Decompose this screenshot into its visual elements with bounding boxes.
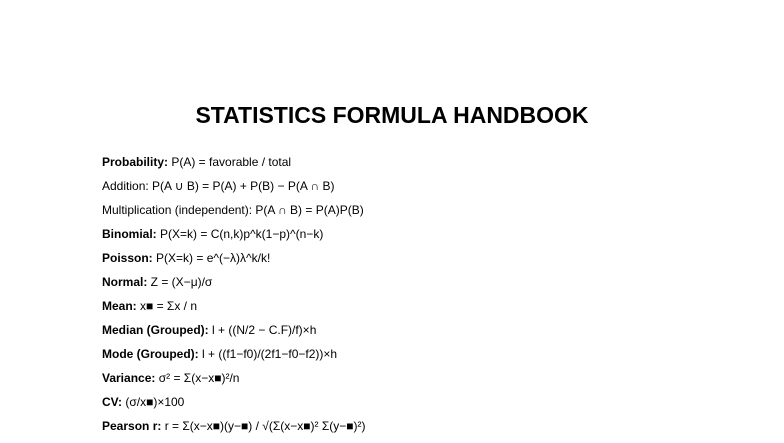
formula-median-grouped (102, 323, 366, 347)
formula-variance (102, 371, 366, 395)
formula-probability (102, 155, 366, 179)
formula-addition (102, 179, 366, 203)
formula-text: Addition: P(A ∪ B) = P(A) + P(B) − P(A ∩ B) (102, 179, 335, 193)
formula-mean (102, 299, 366, 323)
formula-label: Normal: (102, 275, 148, 289)
formula-binomial (102, 227, 366, 251)
formula-mode-grouped (102, 347, 366, 371)
formula-text: P(X=k) = C(n,k)p^k(1−p)^(n−k) (156, 227, 324, 241)
formula-text: r = Σ(x−x■)(y−■) / √(Σ(x−x■)² Σ(y−■)²) (161, 419, 366, 433)
formula-label: Median (Grouped): (102, 323, 209, 337)
formula-text: P(A) = favorable / total (168, 155, 292, 169)
formula-label: Mode (Grouped): (102, 347, 199, 361)
formula-normal (102, 275, 366, 299)
formula-label: Poisson: (102, 251, 153, 265)
formula-list (102, 155, 366, 443)
formula-label: Probability: (102, 155, 169, 169)
formula-text: l + ((f1−f0)/(2f1−f0−f2))×h (198, 347, 338, 361)
formula-label: Binomial: (102, 227, 157, 241)
formula-text: Z = (X−μ)/σ (147, 275, 213, 289)
formula-text: x■ = Σx / n (136, 299, 198, 313)
formula-text: Multiplication (independent): P(A ∩ B) = P(A)P(B) (102, 203, 364, 217)
formula-multiplication (102, 203, 366, 227)
page-title: STATISTICS FORMULA HANDBOOK (195, 102, 589, 128)
formula-label: Pearson r: (102, 419, 162, 433)
formula-cv (102, 395, 366, 419)
formula-text: l + ((N/2 − C.F)/f)×h (208, 323, 317, 337)
formula-poisson (102, 251, 366, 275)
formula-label: CV: (102, 395, 123, 409)
formula-pearson-r (102, 419, 366, 443)
formula-text: P(X=k) = e^(−λ)λ^k/k! (152, 251, 271, 265)
formula-label: Mean: (102, 299, 137, 313)
formula-label: Variance: (102, 371, 156, 385)
formula-text: σ² = Σ(x−x■)²/n (155, 371, 240, 385)
formula-text: (σ/x■)×100 (122, 395, 185, 409)
